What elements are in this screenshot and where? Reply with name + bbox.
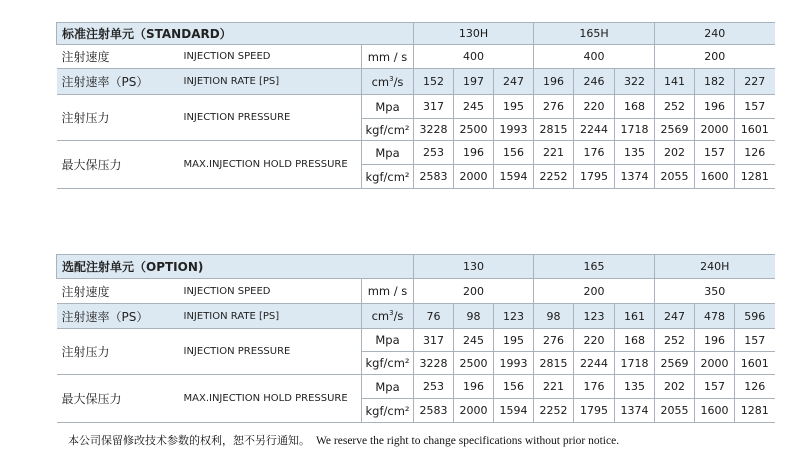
section-title: 选配注射单元（OPTION): [57, 255, 414, 279]
unit-superscript: 3: [389, 74, 394, 83]
value-cell: 196: [454, 375, 494, 399]
value-cell: 157: [695, 375, 735, 399]
value-cell: 2815: [534, 352, 574, 375]
value-cell: 141: [655, 69, 695, 95]
model-group-header: 165H: [534, 23, 655, 45]
value-cell: 161: [615, 304, 655, 329]
value-cell: 3228: [414, 119, 454, 141]
value-cell: 317: [414, 95, 454, 119]
disclaimer-en: We reserve the right to change specifications without prior notice.: [316, 435, 620, 447]
unit-cell: [362, 304, 414, 329]
value-cell: 1594: [494, 165, 534, 189]
value-cell: 168: [615, 329, 655, 352]
value-cell: 2583: [414, 165, 454, 189]
param-name-en: INJECTION SPEED: [183, 285, 271, 297]
value-cell: 123: [494, 304, 534, 329]
value-cell: 76: [414, 304, 454, 329]
param-name-cn: 最大保压力: [61, 392, 122, 406]
value-cell: 276: [534, 329, 574, 352]
value-cell: 202: [655, 375, 695, 399]
value-cell: 2583: [414, 399, 454, 423]
value-cell: 1600: [695, 399, 735, 423]
value-cell: 98: [454, 304, 494, 329]
table-row: [57, 141, 775, 165]
unit-base: cm: [371, 309, 390, 323]
model-group-header: 240: [655, 23, 775, 45]
value-cell: 1374: [615, 399, 655, 423]
value-cell: 135: [615, 375, 655, 399]
value-cell: 317: [414, 329, 454, 352]
disclaimer-notice: [68, 432, 619, 448]
value-cell: 596: [735, 304, 775, 329]
unit-cell: [362, 69, 414, 95]
unit-cell: Mpa: [362, 375, 414, 399]
value-cell: 221: [534, 375, 574, 399]
unit-tail: /s: [393, 309, 404, 323]
value-cell: 2000: [454, 165, 494, 189]
value-cell: 157: [735, 329, 775, 352]
value-cell: 1601: [735, 352, 775, 375]
value-cell: 197: [454, 69, 494, 95]
value-cell: 2055: [655, 399, 695, 423]
value-cell: 176: [574, 375, 615, 399]
value-cell: 2000: [695, 119, 735, 141]
value-cell: 195: [494, 95, 534, 119]
option-spec-table: [56, 254, 775, 423]
value-cell: 1993: [494, 352, 534, 375]
unit-superscript: 3: [389, 309, 394, 318]
unit-cell: kgf/cm²: [362, 352, 414, 375]
value-cell: 2252: [534, 399, 574, 423]
value-cell: 157: [695, 141, 735, 165]
param-name-en: INJECTION SPEED: [183, 51, 271, 62]
value-cell: 245: [454, 329, 494, 352]
value-cell: 220: [574, 95, 615, 119]
disclaimer-cn: 本公司保留修改技术参数的权利，恕不另行通知。: [68, 434, 310, 447]
value-cell: 253: [414, 141, 454, 165]
value-cell: 126: [735, 375, 775, 399]
value-cell: 196: [695, 95, 735, 119]
value-cell: 202: [655, 141, 695, 165]
value-cell: 2000: [454, 399, 494, 423]
param-name-cn: 最大保压力: [61, 158, 122, 172]
unit-cell: Mpa: [362, 95, 414, 119]
value-cell: 182: [695, 69, 735, 95]
value-cell: 1601: [735, 119, 775, 141]
value-cell: 176: [574, 141, 615, 165]
value-cell: 400: [414, 45, 534, 69]
value-cell: 478: [695, 304, 735, 329]
param-name-en: INJECTION PRESSURE: [183, 346, 291, 357]
unit-tail: /s: [393, 74, 404, 89]
param-name-en: INJETION RATE [PS]: [182, 69, 362, 95]
value-cell: 2244: [574, 119, 615, 141]
value-cell: 123: [574, 304, 615, 329]
value-cell: 135: [615, 141, 655, 165]
unit-cell: kgf/cm²: [362, 119, 414, 141]
value-cell: 2500: [454, 119, 494, 141]
value-cell: 2252: [534, 165, 574, 189]
table-row: [57, 304, 775, 329]
param-name-cn: 注射压力: [61, 111, 110, 125]
param-name-en: INJETION RATE [PS]: [182, 304, 362, 329]
value-cell: 1281: [735, 165, 775, 189]
value-cell: 200: [534, 279, 655, 304]
value-cell: 196: [454, 141, 494, 165]
value-cell: 400: [534, 45, 655, 69]
value-cell: 247: [655, 304, 695, 329]
param-name-cn: 注射速率（PS）: [57, 304, 182, 329]
unit-cell: mm / s: [362, 45, 414, 69]
param-name-en: MAX.INJECTION HOLD PRESSURE: [183, 159, 348, 170]
value-cell: 227: [735, 69, 775, 95]
value-cell: 1993: [494, 119, 534, 141]
value-cell: 252: [655, 95, 695, 119]
table-row: [57, 69, 775, 95]
param-name-en: INJECTION PRESSURE: [183, 112, 291, 123]
value-cell: 1795: [574, 399, 615, 423]
value-cell: 196: [534, 69, 574, 95]
value-cell: 1718: [615, 119, 655, 141]
value-cell: 1281: [735, 399, 775, 423]
unit-cell: Mpa: [362, 329, 414, 352]
value-cell: 350: [655, 279, 775, 304]
value-cell: 1718: [615, 352, 655, 375]
table-row: [57, 45, 775, 69]
unit-cell: Mpa: [362, 141, 414, 165]
table-row: [57, 279, 775, 304]
unit-cell: mm / s: [362, 279, 414, 304]
value-cell: 1594: [494, 399, 534, 423]
value-cell: 322: [615, 69, 655, 95]
value-cell: 2000: [695, 352, 735, 375]
value-cell: 221: [534, 141, 574, 165]
section-title: 标准注射单元（STANDARD）: [57, 23, 414, 45]
table-row: [57, 95, 775, 119]
value-cell: 2569: [655, 119, 695, 141]
value-cell: 200: [414, 279, 534, 304]
value-cell: 2055: [655, 165, 695, 189]
value-cell: 2569: [655, 352, 695, 375]
value-cell: 246: [574, 69, 615, 95]
model-group-header: 165: [534, 255, 655, 279]
param-name-en: MAX.INJECTION HOLD PRESSURE: [183, 393, 348, 404]
unit-base: cm: [371, 74, 390, 89]
model-group-header: 240H: [655, 255, 775, 279]
param-name-cn: 注射压力: [61, 345, 110, 359]
value-cell: 1600: [695, 165, 735, 189]
param-name-cn: 注射速度: [61, 284, 110, 299]
value-cell: 126: [735, 141, 775, 165]
unit-cell: kgf/cm²: [362, 165, 414, 189]
value-cell: 157: [735, 95, 775, 119]
value-cell: 156: [494, 141, 534, 165]
value-cell: 220: [574, 329, 615, 352]
value-cell: 168: [615, 95, 655, 119]
value-cell: 252: [655, 329, 695, 352]
value-cell: 196: [695, 329, 735, 352]
value-cell: 195: [494, 329, 534, 352]
value-cell: 98: [534, 304, 574, 329]
value-cell: 2500: [454, 352, 494, 375]
table-row: [57, 375, 775, 399]
model-group-header: 130: [414, 255, 534, 279]
value-cell: 1374: [615, 165, 655, 189]
value-cell: 152: [414, 69, 454, 95]
table-row: [57, 329, 775, 352]
value-cell: 1795: [574, 165, 615, 189]
value-cell: 200: [655, 45, 775, 69]
value-cell: 245: [454, 95, 494, 119]
param-name-cn: 注射速率（PS）: [57, 69, 182, 95]
value-cell: 2244: [574, 352, 615, 375]
value-cell: 3228: [414, 352, 454, 375]
unit-cell: kgf/cm²: [362, 399, 414, 423]
value-cell: 2815: [534, 119, 574, 141]
value-cell: 276: [534, 95, 574, 119]
value-cell: 247: [494, 69, 534, 95]
table-header-row: [57, 23, 775, 45]
standard-spec-table: [56, 22, 775, 189]
model-group-header: 130H: [414, 23, 534, 45]
value-cell: 253: [414, 375, 454, 399]
table-header-row: [57, 255, 775, 279]
value-cell: 156: [494, 375, 534, 399]
param-name-cn: 注射速度: [61, 50, 110, 64]
